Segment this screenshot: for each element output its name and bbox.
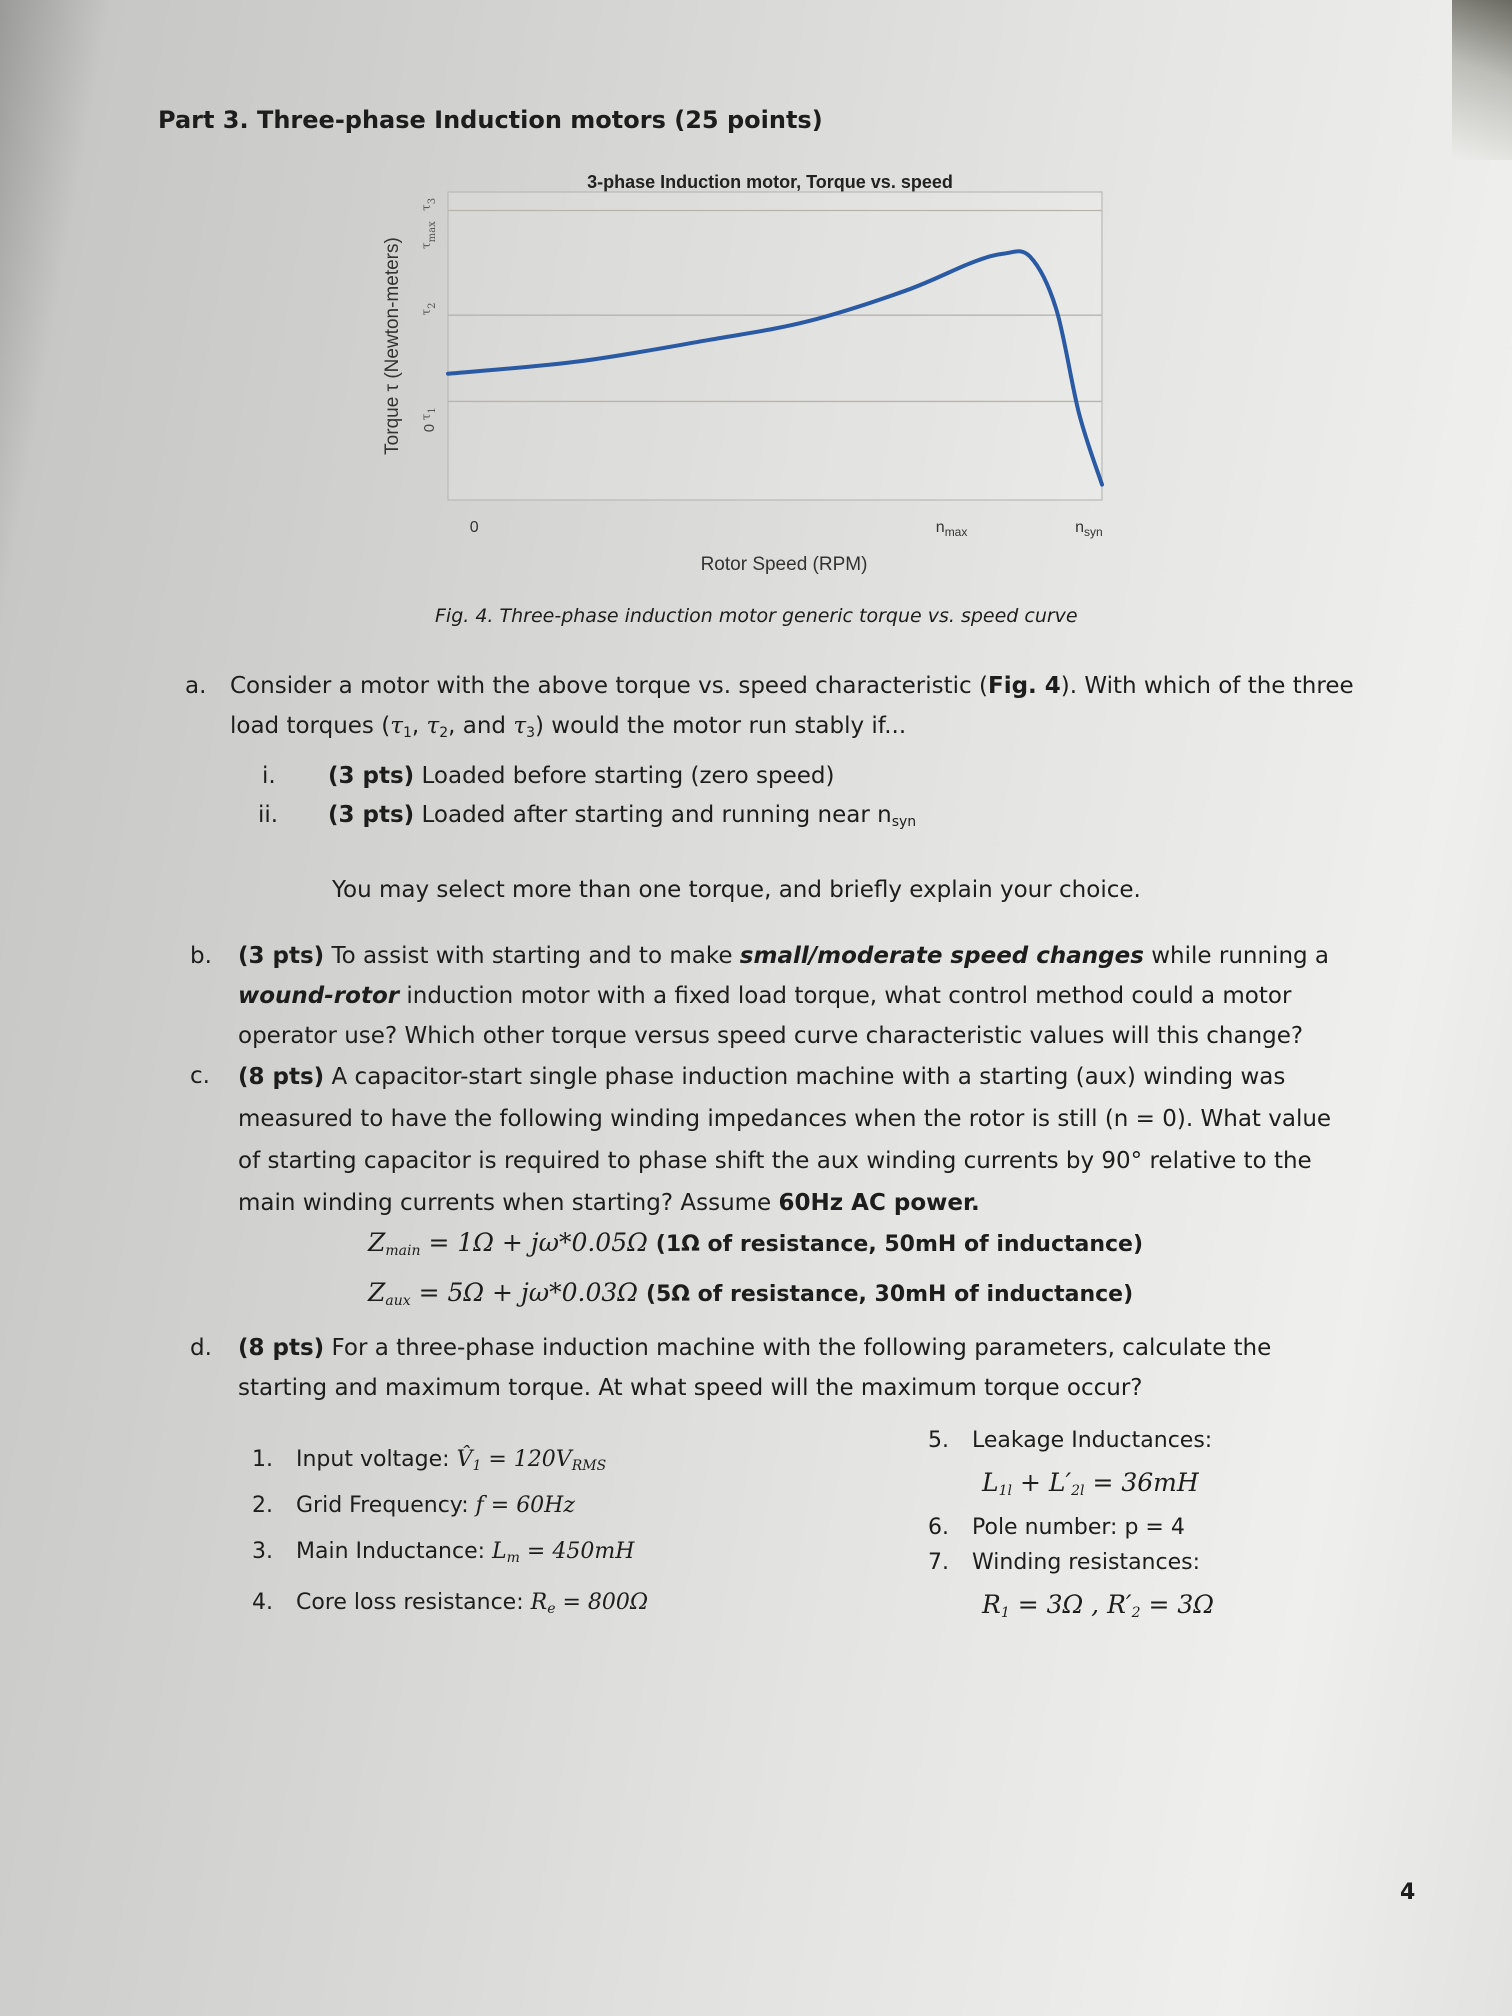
param-core-loss: 4. Core loss resistance: $R_e = 800\Omega$ (252, 1590, 649, 1617)
plot-frame (448, 192, 1102, 500)
equation-z-aux: $Z_{aux} = 5\Omega + j\omega*0.03\Omega$ (5Ω of resistance, 30mH of inductance) (368, 1278, 1134, 1309)
question-c-body: (8 pts) A capacitor-start single phase induction machine with a starting (aux) winding was measured to have the following winding impedances when the rotor is still (n = 0). What value of starting capacitor is required to phase shift the aux winding currents by 90° relative to the main winding currents when starting? Assume 60Hz AC power. (238, 1064, 1332, 1216)
param-winding-resistances: 7. Winding resistances: (928, 1550, 1200, 1575)
x-tick-label: $n_{max}$ (935, 519, 968, 539)
param-pole-number: 6. Pole number: p = 4 (928, 1515, 1185, 1540)
question-a-ii (258, 795, 278, 835)
x-axis-label: Rotor Speed (RPM) (700, 554, 868, 575)
question-b-body: (3 pts) To assist with starting and to make small/moderate speed changes while running a wound-rotor induction motor with a fixed load torque, what control method could a motor operator use? Which other torque versus speed curve characteristic values will this change? (238, 943, 1330, 1049)
question-a-i-label: i. (262, 763, 276, 789)
section-heading: Part 3. Three-phase Induction motors (25 points) (158, 106, 823, 134)
y-axis-label: Torque τ (Newton-meters) (382, 237, 403, 455)
y-tick-label: $\tau_3$ (419, 197, 438, 211)
x-tick-label: $n_{syn}$ (1075, 519, 1103, 539)
y-tick-label: $\tau_2$ (419, 302, 438, 316)
question-d-body: (8 pts) For a three-phase induction machine with the following parameters, calculate the starting and maximum torque. At what speed will the maximum torque occur? (238, 1335, 1272, 1401)
param-main-inductance: 3. Main Inductance: $L_m = 450mH$ (252, 1539, 635, 1566)
param-leakage-eq: $L_{1l} + L'_{2l} = 36mH$ (982, 1468, 1199, 1499)
param-input-voltage: 1. Input voltage: $V̂_1 = 120V_{RMS}$ (252, 1447, 607, 1474)
question-a-body (230, 666, 1410, 753)
torque-speed-chart (370, 160, 1130, 590)
question-c-label: c. (190, 1063, 210, 1089)
question-a-ii-label: ii. (258, 802, 279, 828)
equation-z-main: $Z_{main} = 1\Omega + j\omega*0.05\Omega$ (1Ω of resistance, 50mH of inductance) (368, 1228, 1144, 1259)
question-a-note: You may select more than one torque, and briefly explain your choice. (332, 877, 1141, 903)
question-a-line1: Consider a motor with the above torque vs. speed characteristic (Fig. 4). With which of the three (230, 673, 1354, 699)
y-tick-label: $\tau_1$ (419, 407, 438, 421)
question-a-label: a. (185, 673, 207, 699)
question-a-line2: load torques ($\tau_1$, $\tau_2$, and $\tau_3$) would the motor run stably if... (230, 713, 907, 741)
param-winding-eq: $R_1 = 3\Omega$ , $R'_2 = 3\Omega$ (982, 1590, 1214, 1621)
x-tick-label: 0 (469, 519, 479, 536)
question-a-ii-text: (3 pts) Loaded after starting and running near $n_{syn}$ (328, 802, 917, 830)
page-shadow (1452, 0, 1512, 160)
question-a-i-text: (3 pts) Loaded before starting (zero speed) (328, 763, 835, 789)
y-tick-label: $\tau_{max}$ (419, 221, 438, 249)
param-grid-frequency: 2. Grid Frequency: f = 60Hz (252, 1493, 575, 1518)
question-b-label: b. (190, 943, 212, 969)
chart-svg (370, 160, 1130, 590)
chart-title: 3-phase Induction motor, Torque vs. speed (587, 172, 953, 192)
figure-caption: Fig. 4. Three-phase induction motor generic torque vs. speed curve (435, 605, 1078, 627)
page-number: 4 (1400, 1880, 1416, 1905)
question-a-i (262, 756, 276, 796)
y-zero-label: 0 (421, 423, 438, 433)
question-d-label: d. (190, 1335, 212, 1361)
param-leakage: 5. Leakage Inductances: (928, 1428, 1213, 1453)
